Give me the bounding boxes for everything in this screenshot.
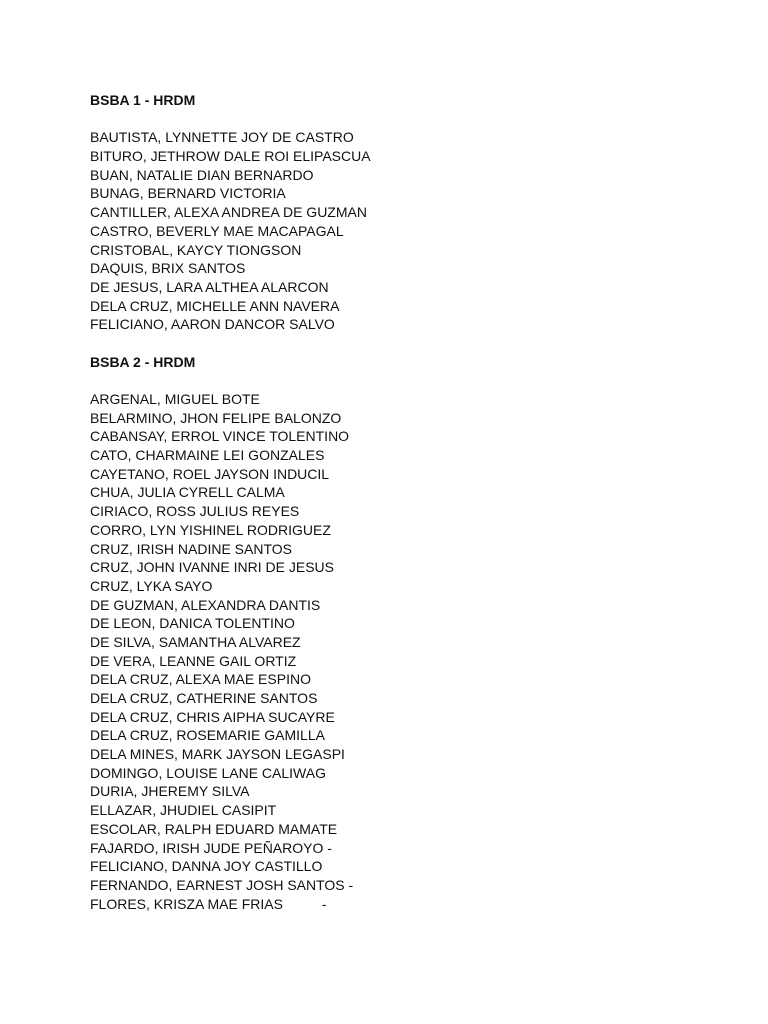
name-list <box>90 390 710 913</box>
list-item: DELA CRUZ, ROSEMARIE GAMILLA <box>90 727 325 744</box>
list-item: DE VERA, LEANNE GAIL ORTIZ <box>90 652 297 669</box>
list-item: FLORES, KRISZA MAE FRIAS - <box>90 895 327 912</box>
list-item: ARGENAL, MIGUEL BOTE <box>90 391 260 407</box>
list-item: DOMINGO, LOUISE LANE CALIWAG <box>90 764 326 781</box>
list-item: FAJARDO, IRISH JUDE PEÑAROYO - <box>90 839 332 856</box>
list-item: CRUZ, IRISH NADINE SANTOS <box>90 540 292 557</box>
section-heading: BSBA 2 - HRDM <box>90 353 196 370</box>
list-item: ESCOLAR, RALPH EDUARD MAMATE <box>90 820 338 837</box>
list-item: CRISTOBAL, KAYCY TIONGSON <box>90 241 302 258</box>
list-item: FELICIANO, AARON DANCOR SALVO <box>90 316 335 333</box>
list-item: BUNAG, BERNARD VICTORIA <box>90 185 286 202</box>
document-page <box>90 91 710 913</box>
list-item: DELA MINES, MARK JAYSON LEGASPI <box>90 746 345 763</box>
list-item: BUAN, NATALIE DIAN BERNARDO <box>90 166 314 183</box>
section-heading: BSBA 1 - HRDM <box>90 92 196 108</box>
list-item: FELICIANO, DANNA JOY CASTILLO <box>90 858 323 875</box>
list-item: DAQUIS, BRIX SANTOS <box>90 260 246 277</box>
list-item: DE GUZMAN, ALEXANDRA DANTIS <box>90 596 321 613</box>
list-item: FERNANDO, EARNEST JOSH SANTOS - <box>90 876 354 893</box>
list-item: CANTILLER, ALEXA ANDREA DE GUZMAN <box>90 204 367 221</box>
spacer <box>90 110 710 129</box>
list-item: DE JESUS, LARA ALTHEA ALARCON <box>90 278 329 295</box>
section-bsba-1-hrdm <box>90 91 710 334</box>
list-item: CATO, CHARMAINE LEI GONZALES <box>90 447 325 464</box>
list-item: DURIA, JHEREMY SILVA <box>90 783 250 800</box>
list-item: DELA CRUZ, CATHERINE SANTOS <box>90 690 318 706</box>
list-item: CAYETANO, ROEL JAYSON INDUCIL <box>90 465 330 482</box>
list-item: ELLAZAR, JHUDIEL CASIPIT <box>90 802 277 819</box>
section-bsba-2-hrdm <box>90 353 710 914</box>
list-item: CRUZ, LYKA SAYO <box>90 577 213 594</box>
list-item: CHUA, JULIA CYRELL CALMA <box>90 484 285 501</box>
list-item: BELARMINO, JHON FELIPE BALONZO <box>90 409 342 426</box>
list-item: CORRO, LYN YISHINEL RODRIGUEZ <box>90 521 331 538</box>
list-item: DE LEON, DANICA TOLENTINO <box>90 615 295 632</box>
name-list <box>90 128 710 334</box>
list-item: DELA CRUZ, CHRIS AIPHA SUCAYRE <box>90 708 335 725</box>
list-item: DELA CRUZ, MICHELLE ANN NAVERA <box>90 297 340 314</box>
list-item: CRUZ, JOHN IVANNE INRI DE JESUS <box>90 559 334 576</box>
spacer <box>90 371 710 390</box>
list-item: DE SILVA, SAMANTHA ALVAREZ <box>90 633 301 650</box>
list-item: BITURO, JETHROW DALE ROI ELIPASCUA <box>90 148 371 165</box>
spacer <box>90 334 710 353</box>
list-item: BAUTISTA, LYNNETTE JOY DE CASTRO <box>90 129 354 146</box>
list-item: CASTRO, BEVERLY MAE MACAPAGAL <box>90 222 344 239</box>
list-item: DELA CRUZ, ALEXA MAE ESPINO <box>90 671 311 688</box>
list-item: CIRIACO, ROSS JULIUS REYES <box>90 503 300 520</box>
list-item: CABANSAY, ERROL VINCE TOLENTINO <box>90 428 350 445</box>
